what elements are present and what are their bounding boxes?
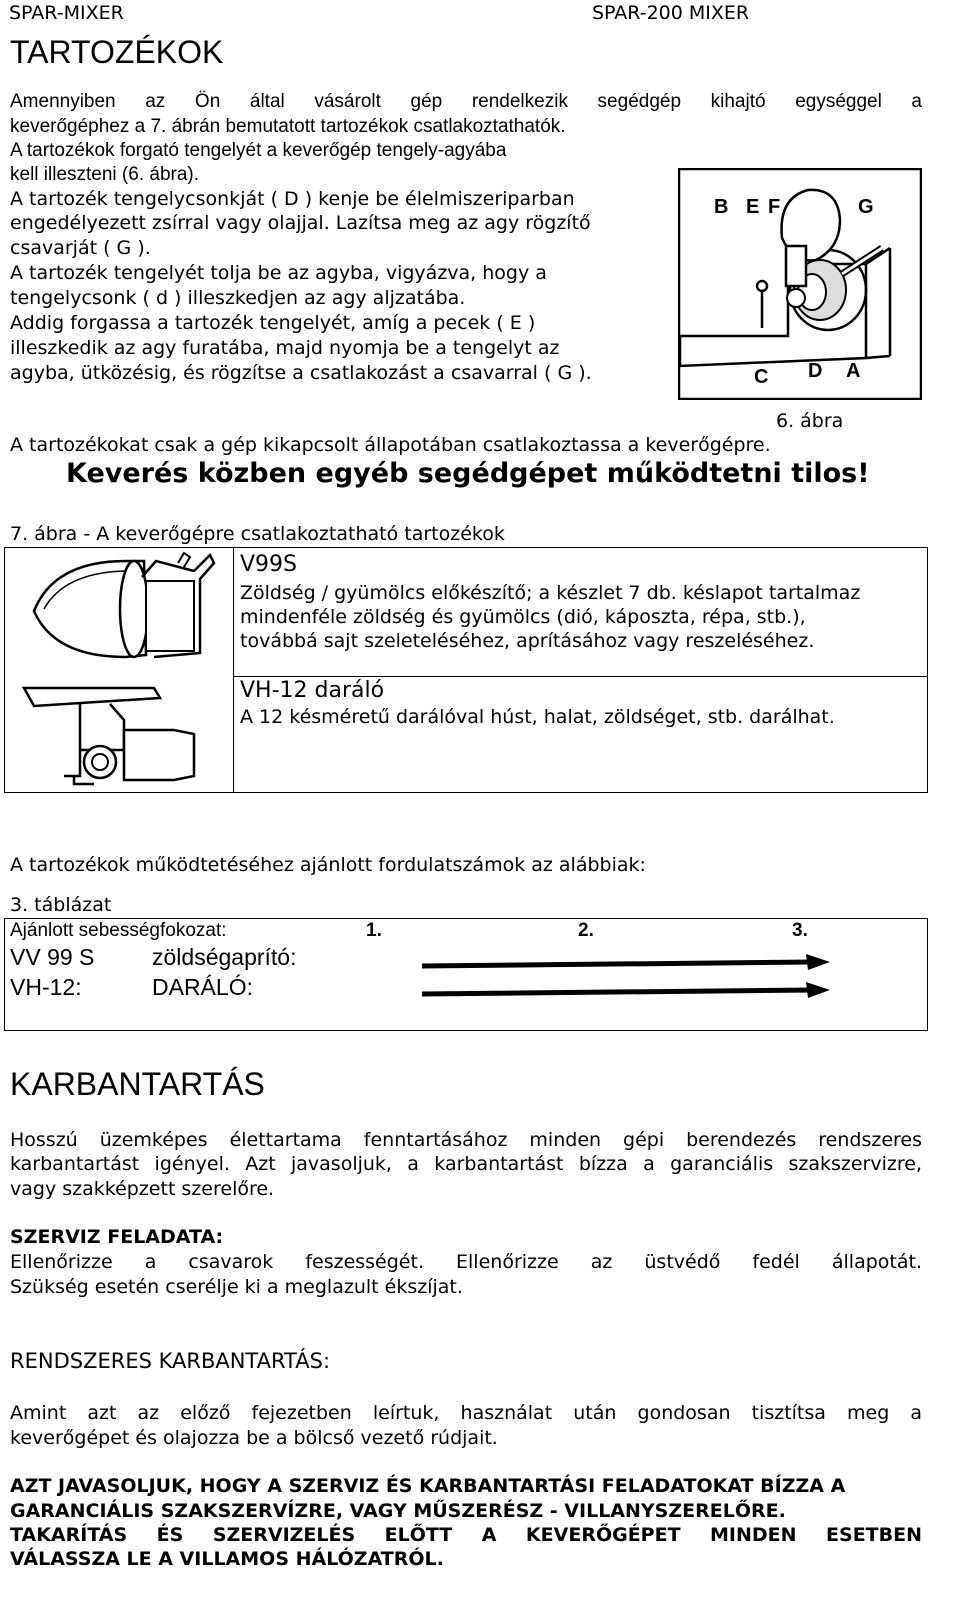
fig6-label-f: F <box>768 196 781 218</box>
speed-row-2-name: DARÁLÓ: <box>152 974 253 1000</box>
speed-arrow-row-1 <box>422 954 830 970</box>
bold-warning: Keverés közben egyéb segédgépet működtetni tilos! <box>66 458 870 489</box>
step-line-2 <box>10 212 591 234</box>
item-v99s-desc-1: Zöldség / gyümölcs előkészítő; a készlet 7 db. késlapot tartalmaz <box>240 582 861 604</box>
speed-arrows <box>420 954 832 1010</box>
speeds-table-caption: 3. táblázat <box>10 894 112 916</box>
item-v99s-desc-2: mindenféle zöldség és gyümölcs (dió, káposzta, répa, stb.), <box>240 606 806 628</box>
step-line-4: A tartozék tengelyét tolja be az agyba, vigyázva, hogy a <box>10 262 547 284</box>
fig6-label-g: G <box>858 196 874 218</box>
service-title: SZERVIZ FELADATA: <box>10 1226 224 1248</box>
speed-row-2-code: VH-12: <box>10 974 82 1000</box>
intro-line-1: Amennyiben az Ön által vásárolt gép rendelkezik segédgép kihajtó egységgel a <box>10 91 922 112</box>
figure-6-illustration <box>678 168 922 400</box>
accessories-title: TARTOZÉKOK <box>10 34 224 70</box>
caps-line-3: TAKARÍTÁS ÉS SZERVIZELÉS ELŐTT A KEVERŐGÉPET MINDEN ESETBEN <box>10 1524 922 1546</box>
accessory-table-row-divider <box>233 676 928 677</box>
caps-line-2: GARANCIÁLIS SZAKSZERVÍZRE, VAGY MŰSZERÉSZ - VILLANYSZERELŐRE. <box>10 1500 786 1522</box>
meat-grinder-illustration <box>14 680 224 788</box>
speed-level-2: 2. <box>578 920 594 941</box>
accessory-table-divider <box>233 547 234 793</box>
caps-line-4: VÁLASSZA LE A VILLAMOS HÁLÓZATRÓL. <box>10 1548 444 1570</box>
item-v99s-name: V99S <box>240 552 298 577</box>
step-line-2a: engedélyezett zsírral vagy olajjal. <box>10 212 330 234</box>
regular-maintenance-title: RENDSZERES KARBANTARTÁS: <box>10 1349 331 1373</box>
speed-arrow-row-2 <box>422 982 830 998</box>
fig6-label-c: C <box>754 366 769 388</box>
step-line-8: agyba, ütközésig, és rögzítse a csatlakozást a csavarral ( G ). <box>10 362 592 384</box>
speed-row-1-code: VV 99 S <box>10 944 95 970</box>
step-line-6: Addig forgassa a tartozék tengelyét, amíg a pecek ( E ) <box>10 312 536 334</box>
fig6-label-d: D <box>808 360 823 382</box>
speed-level-3: 3. <box>792 920 808 941</box>
step-line-1: A tartozék tengelycsonkját ( D ) kenje be élelmiszeriparban <box>10 188 575 210</box>
caps-line-1: AZT JAVASOLJUK, HOGY A SZERVIZ ÉS KARBANTARTÁSI FELADATOKAT BÍZZA A <box>10 1475 846 1497</box>
vegetable-slicer-illustration <box>14 551 224 669</box>
header-left: SPAR-MIXER <box>9 2 124 24</box>
figure-6-caption: 6. ábra <box>776 410 844 432</box>
speed-row-1-name: zöldségaprító: <box>152 944 297 970</box>
maintenance-para-2: karbantartást igényel. Azt javasoljuk, a karbantartást bízza a garanciális szakszervizre, <box>10 1153 922 1175</box>
regular-line-2: keverőgépet és olajozza be a bölcső vezető rúdjait. <box>10 1427 498 1449</box>
regular-line-1: Amint azt az előző fejezetben leírtuk, használat után gondosan tisztítsa meg a <box>10 1402 922 1424</box>
step-line-7: illeszkedik az agy furatába, majd nyomja be a tengelyt az <box>10 337 560 359</box>
step-line-2b: Lazítsa meg az agy rögzítő <box>335 212 591 234</box>
step-line-3: csavarját ( G ). <box>10 237 151 259</box>
intro-line-2: keverőgéphez a 7. ábrán bemutatott tartozékok csatlakoztathatók. <box>10 116 566 137</box>
item-v99s-desc-3: továbbá sajt szeleteléséhez, aprításához vagy reszeléséhez. <box>240 630 815 652</box>
intro-line-3: A tartozékok forgató tengelyét a keverőgép tengely-agyába <box>10 140 507 161</box>
maintenance-title: KARBANTARTÁS <box>10 1066 265 1102</box>
fig6-label-b: B <box>714 196 729 218</box>
intro-line-4: kell illeszteni (6. ábra). <box>10 164 200 185</box>
item-vh12-name: VH-12 daráló <box>240 678 385 703</box>
maintenance-para-3: vagy szakképzett szerelőre. <box>10 1178 275 1200</box>
speed-level-1: 1. <box>366 920 382 941</box>
speeds-header-label: Ajánlott sebességfokozat: <box>10 920 227 941</box>
step-line-5: tengelycsonk ( d ) illeszkedjen az agy aljzatába. <box>10 287 466 309</box>
speeds-intro: A tartozékok működtetéséhez ajánlott fordulatszámok az alábbiak: <box>10 854 646 876</box>
service-line-2: Szükség esetén cserélje ki a meglazult ékszíjat. <box>10 1276 463 1298</box>
figure-7-caption: 7. ábra - A keverőgépre csatlakoztatható tartozékok <box>10 523 505 545</box>
maintenance-para-1: Hosszú üzemképes élettartama fenntartásához minden gépi berendezés rendszeres <box>10 1129 922 1151</box>
fig6-label-e: E <box>746 196 760 218</box>
warning-line: A tartozékokat csak a gép kikapcsolt állapotában csatlakoztassa a keverőgépre. <box>10 434 771 456</box>
fig6-label-a: A <box>846 360 861 382</box>
header-right: SPAR-200 MIXER <box>592 2 750 24</box>
item-vh12-desc: A 12 késméretű darálóval húst, halat, zöldséget, stb. darálhat. <box>240 706 835 728</box>
service-line-1: Ellenőrizze a csavarok feszességét. Ellenőrizze az üstvédő fedél állapotát. <box>10 1251 922 1273</box>
